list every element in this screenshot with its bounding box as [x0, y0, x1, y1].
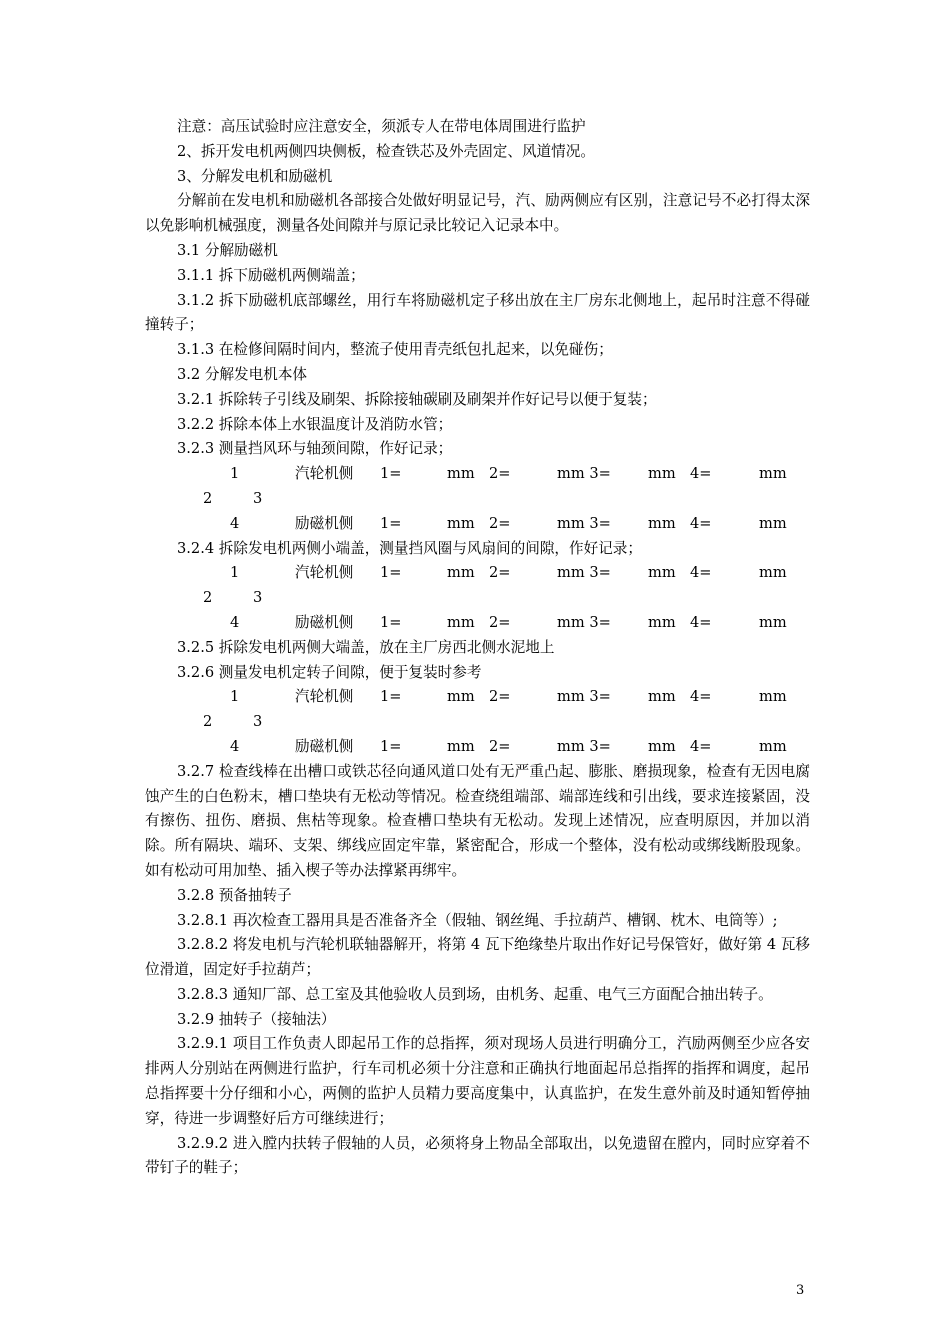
- point-label: 4: [230, 613, 240, 631]
- field-label: 2=: [489, 737, 511, 755]
- paragraph: 3.1.3 在检修间隔时间内，整流子使用青壳纸包扎起来，以免碰伤；: [177, 341, 613, 359]
- section-heading: 3.2.9 抽转子（接轴法）: [177, 1010, 336, 1028]
- unit-label: mm: [447, 688, 475, 706]
- side-label: 励磁机侧: [295, 514, 354, 532]
- unit-label: mm 3=: [557, 465, 611, 483]
- field-label: 1=: [380, 613, 402, 631]
- point-label: 3: [253, 589, 263, 607]
- measurement-block: [145, 462, 810, 536]
- measurement-row-exciter: [145, 735, 810, 760]
- unit-label: mm: [447, 514, 475, 532]
- page-number: 3: [796, 1283, 805, 1298]
- measurement-row-turbine: [145, 561, 810, 586]
- unit-label: mm: [648, 514, 676, 532]
- unit-label: mm: [648, 613, 676, 631]
- field-label: 1=: [380, 465, 402, 483]
- unit-label: mm: [648, 465, 676, 483]
- paragraph: 3.2.7 检查线棒在出槽口或铁芯径向通风道口处有无严重凸起、膨胀、磨损现象，检查有无因电腐蚀产生的白色粉末，槽口垫块有无松动等情况。检查绕组端部、端部连线和引出线，要求连接紧固，没有擦伤、扭伤、磨损、焦枯等现象。检查槽口垫块有无松动。发现上述情况，应查明原因，并加以消除。所有隔块、端环、支架、绑线应固定牢靠，紧密配合，形成一个整体，没有松动或绑线断股现象。如有松动可用加垫、插入楔子等办法撑紧再绑牢。: [145, 762, 810, 879]
- unit-label: mm: [759, 613, 787, 631]
- unit-label: mm: [759, 737, 787, 755]
- section-heading: 3.2 分解发电机本体: [177, 365, 308, 383]
- section-heading: 3.2.8 预备抽转子: [177, 886, 292, 904]
- paragraph: 3.2.2 拆除本体上水银温度计及消防水管；: [177, 415, 453, 433]
- paragraph: 3.2.8.3 通知厂部、总工室及其他验收人员到场，由机务、起重、电气三方面配合抽出转子。: [177, 985, 773, 1003]
- field-label: 4=: [690, 564, 712, 582]
- paragraph: 分解前在发电机和励磁机各部接合处做好明显记号，汽、励两侧应有区别，注意记号不必打得太深以免影响机械强度，测量各处间隙并与原记录比较记入记录本中。: [145, 192, 810, 235]
- measurement-row-turbine: [145, 685, 810, 710]
- field-label: 4=: [690, 514, 712, 532]
- field-label: 4=: [690, 737, 712, 755]
- measurement-row-middle: [145, 586, 810, 611]
- paragraph: 3.2.1 拆除转子引线及刷架、拆除接轴碳刷及刷架并作好记号以便于复装；: [177, 390, 657, 408]
- paragraph: 3.2.8.1 再次检查工器用具是否准备齐全（假轴、钢丝绳、手拉葫芦、槽钢、枕木、电筒等）;: [177, 911, 778, 929]
- paragraph: 3.2.9.1 项目工作负责人即起吊工作的总指挥，须对现场人员进行明确分工，汽励两侧至少应各安排两人分别站在两侧进行监护，行车司机必须十分注意和正确执行地面起吊总指挥的指挥和调度，起吊总指挥要十分仔细和小心，两侧的监护人员精力要高度集中，认真监护，在发生意外前及时通知暂停抽穿，待进一步调整好后方可继续进行；: [145, 1035, 810, 1127]
- side-label: 汽轮机侧: [295, 564, 354, 582]
- field-label: 2=: [489, 564, 511, 582]
- unit-label: mm 3=: [557, 564, 611, 582]
- point-label: 1: [230, 688, 240, 706]
- unit-label: mm 3=: [557, 737, 611, 755]
- measurement-block: [145, 561, 810, 635]
- paragraph: 3.1.1 拆下励磁机两侧端盖；: [177, 266, 365, 284]
- field-label: 1=: [380, 688, 402, 706]
- unit-label: mm: [759, 514, 787, 532]
- field-label: 1=: [380, 737, 402, 755]
- paragraph: 3.1.2 拆下励磁机底部螺丝，用行车将励磁机定子移出放在主厂房东北侧地上，起吊时注意不得碰撞转子；: [145, 291, 810, 334]
- measurement-row-exciter: [145, 512, 810, 537]
- document-body: [145, 115, 810, 1181]
- field-label: 2=: [489, 613, 511, 631]
- point-label: 1: [230, 465, 240, 483]
- field-label: 4=: [690, 613, 712, 631]
- paragraph: 3.2.3 测量挡风环与轴颈间隙，作好记录；: [177, 440, 453, 458]
- side-label: 汽轮机侧: [295, 688, 354, 706]
- point-label: 3: [253, 713, 263, 731]
- paragraph: 注意：高压试验时应注意安全，须派专人在带电体周围进行监护: [177, 118, 586, 135]
- point-label: 2: [203, 589, 213, 607]
- section-heading: 3.1 分解励磁机: [177, 241, 278, 259]
- unit-label: mm: [447, 465, 475, 483]
- unit-label: mm: [648, 737, 676, 755]
- side-label: 汽轮机侧: [295, 465, 354, 483]
- paragraph: 3、分解发电机和励磁机: [177, 167, 333, 185]
- unit-label: mm 3=: [557, 514, 611, 532]
- field-label: 1=: [380, 564, 402, 582]
- unit-label: mm: [648, 688, 676, 706]
- side-label: 励磁机侧: [295, 737, 354, 755]
- field-label: 2=: [489, 465, 511, 483]
- unit-label: mm: [759, 465, 787, 483]
- paragraph: 3.2.4 拆除发电机两侧小端盖，测量挡风圈与风扇间的间隙，作好记录；: [177, 539, 642, 557]
- unit-label: mm 3=: [557, 613, 611, 631]
- field-label: 2=: [489, 514, 511, 532]
- field-label: 1=: [380, 514, 402, 532]
- side-label: 励磁机侧: [295, 613, 354, 631]
- point-label: 3: [253, 489, 263, 507]
- unit-label: mm 3=: [557, 688, 611, 706]
- measurement-row-turbine: [145, 462, 810, 487]
- point-label: 2: [203, 489, 213, 507]
- measurement-row-middle: [145, 710, 810, 735]
- unit-label: mm: [648, 564, 676, 582]
- point-label: 2: [203, 713, 213, 731]
- unit-label: mm: [447, 613, 475, 631]
- field-label: 4=: [690, 688, 712, 706]
- measurement-row-exciter: [145, 611, 810, 636]
- measurement-row-middle: [145, 487, 810, 512]
- point-label: 1: [230, 564, 240, 582]
- paragraph: 2、拆开发电机两侧四块侧板，检查铁芯及外壳固定、风道情况。: [177, 142, 595, 160]
- unit-label: mm: [447, 564, 475, 582]
- unit-label: mm: [759, 564, 787, 582]
- field-label: 4=: [690, 465, 712, 483]
- unit-label: mm: [447, 737, 475, 755]
- paragraph: 3.2.6 测量发电机定转子间隙，便于复装时参考: [177, 663, 482, 681]
- field-label: 2=: [489, 688, 511, 706]
- paragraph: 3.2.8.2 将发电机与汽轮机联轴器解开，将第 4 瓦下绝缘垫片取出作好记号保管好，做好第 4 瓦移位滑道，固定好手拉葫芦；: [145, 936, 810, 979]
- point-label: 4: [230, 737, 240, 755]
- paragraph: 3.2.5 拆除发电机两侧大端盖，放在主厂房西北侧水泥地上: [177, 638, 555, 656]
- measurement-block: [145, 685, 810, 759]
- unit-label: mm: [759, 688, 787, 706]
- paragraph: 3.2.9.2 进入膛内扶转子假轴的人员，必须将身上物品全部取出，以免遗留在膛内，同时应穿着不带钉子的鞋子；: [145, 1134, 810, 1177]
- point-label: 4: [230, 514, 240, 532]
